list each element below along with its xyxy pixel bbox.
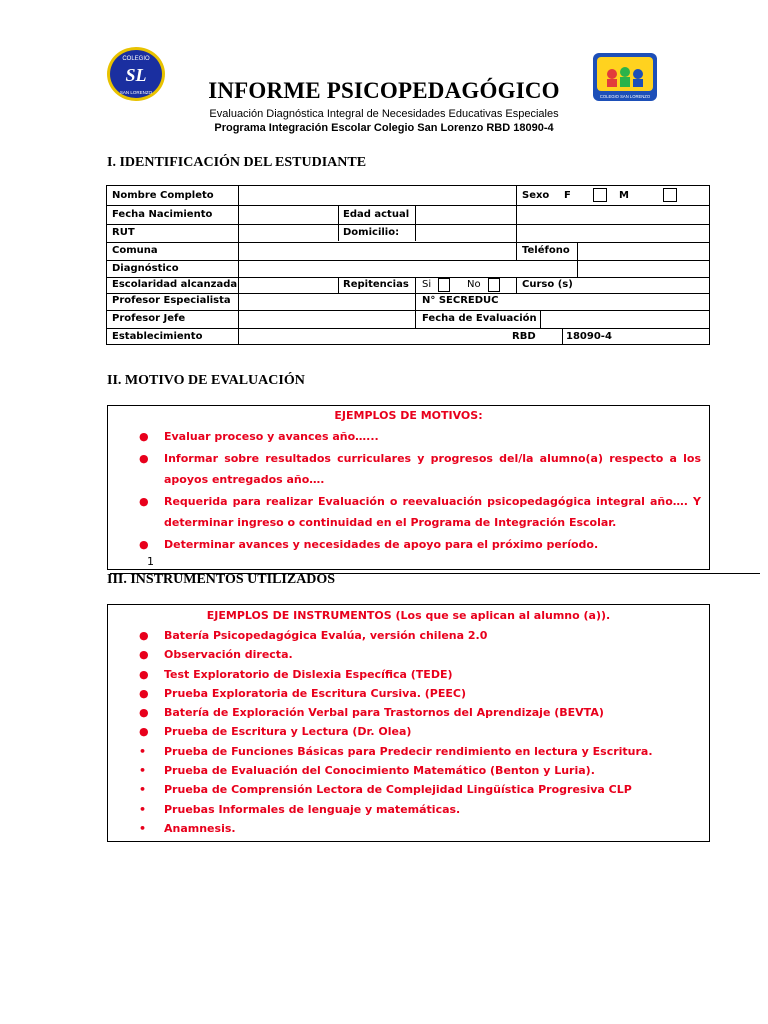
label-curso: Curso (s)	[522, 279, 573, 290]
label-profesor-especialista: Profesor Especialista	[112, 295, 231, 306]
list-item: ● Evaluar proceso y avances año…...	[108, 426, 709, 447]
page-number: 1	[147, 555, 154, 568]
label-domicilio: Domicilio:	[343, 227, 400, 238]
fecha-nacimiento-field[interactable]	[239, 206, 337, 223]
label-establecimiento: Establecimiento	[112, 331, 203, 342]
label-repitencias: Repitencias	[343, 279, 409, 290]
list-item: ● Determinar avances y necesidades de apoyo para el próximo período.	[108, 534, 709, 555]
column-divider	[415, 293, 416, 328]
instrumentos-box-heading: EJEMPLOS DE INSTRUMENTOS (Los que se aplican al alumno (a)).	[206, 609, 611, 622]
diagnostico-field[interactable]	[239, 261, 576, 276]
label-fecha-nacimiento: Fecha Nacimiento	[112, 209, 213, 220]
list-item: ● Observación directa.	[108, 645, 709, 664]
list-item: ● Batería de Exploración Verbal para Trastornos del Aprendizaje (BEVTA)	[108, 703, 709, 722]
motivos-list	[108, 426, 709, 556]
label-secreduc: N° SECREDUC	[422, 295, 499, 306]
label-fecha-evaluacion: Fecha de Evaluación	[422, 313, 537, 324]
crest-top-text: COLEGIO	[122, 56, 150, 62]
section-motivo-heading: II. MOTIVO DE EVALUACIÓN	[107, 373, 305, 388]
bullet-icon: •	[139, 802, 147, 816]
bullet-icon: ●	[139, 430, 149, 443]
label-profesor-jefe: Profesor Jefe	[112, 313, 186, 324]
bullet-icon: •	[139, 783, 147, 797]
motivos-box	[107, 405, 710, 570]
list-item: ● Prueba de Escritura y Lectura (Dr. Olea)	[108, 722, 709, 741]
bullet-icon: •	[139, 744, 147, 758]
bullet-icon: ●	[139, 686, 149, 700]
nombre-field[interactable]	[239, 186, 515, 204]
comuna-field[interactable]	[239, 243, 515, 259]
sexo-f-checkbox[interactable]	[593, 188, 607, 202]
bullet-icon: ●	[139, 667, 149, 681]
column-divider	[415, 277, 416, 294]
report-subtitle: Evaluación Diagnóstica Integral de Necesidades Educativas Especiales	[209, 108, 559, 120]
bullet-icon: ●	[139, 495, 149, 508]
label-rut: RUT	[112, 227, 135, 238]
profesor-jefe-field[interactable]	[239, 311, 414, 327]
escolaridad-field[interactable]	[239, 278, 337, 292]
bullet-icon: •	[139, 821, 147, 835]
label-sexo-f: F	[564, 190, 571, 201]
list-item: • Pruebas Informales de lenguaje y matemáticas.	[108, 800, 709, 819]
row-divider	[107, 224, 709, 225]
label-no: No	[467, 279, 481, 290]
column-divider	[338, 277, 339, 294]
instrumentos-box	[107, 604, 710, 842]
instrumentos-list	[108, 626, 709, 838]
label-si: Si	[422, 279, 432, 290]
label-rbd: RBD	[512, 331, 536, 342]
label-nombre: Nombre Completo	[112, 190, 214, 201]
student-identification-table	[106, 185, 710, 345]
bullet-icon: ●	[139, 452, 149, 465]
list-item: • Prueba de Evaluación del Conocimiento Matemático (Benton y Luria).	[108, 761, 709, 780]
motivos-box-heading: EJEMPLOS DE MOTIVOS:	[334, 409, 483, 422]
repitencias-si-checkbox[interactable]	[438, 278, 450, 292]
edad-actual-field[interactable]	[416, 206, 515, 223]
curso-field[interactable]	[577, 278, 710, 292]
list-item: ● Test Exploratorio de Dislexia Específica (TEDE)	[108, 665, 709, 684]
telefono-field[interactable]	[578, 243, 710, 276]
logo-banner-text: COLEGIO SAN LORENZO	[599, 94, 651, 99]
bullet-icon: ●	[139, 706, 149, 720]
column-divider	[562, 328, 563, 344]
sexo-m-checkbox[interactable]	[663, 188, 677, 202]
list-item: ● Requerida para realizar Evaluación o reevaluación psicopedagógica integral año…. Y determinar ingreso o continuidad en el Programa de Integración Escolar.	[108, 491, 709, 533]
bullet-icon: •	[139, 764, 147, 778]
fecha-evaluacion-field[interactable]	[541, 311, 710, 327]
row-divider	[107, 328, 709, 329]
row-divider	[107, 205, 709, 206]
program-subtitle: Programa Integración Escolar Colegio San Lorenzo RBD 18090-4	[214, 122, 554, 134]
bullet-icon: ●	[139, 725, 149, 739]
label-sexo: Sexo	[522, 190, 550, 201]
label-diagnostico: Diagnóstico	[112, 263, 179, 274]
list-item: • Prueba de Funciones Básicas para Predecir rendimiento en lectura y Escritura.	[108, 742, 709, 761]
rbd-value: 18090-4	[566, 331, 612, 342]
bullet-icon: ●	[139, 538, 149, 551]
list-item: • Anamnesis.	[108, 819, 709, 838]
label-telefono: Teléfono	[522, 245, 570, 256]
crest-bottom-text: SAN LORENZO	[119, 90, 153, 95]
label-escolaridad: Escolaridad alcanzada	[112, 279, 238, 290]
label-edad-actual: Edad actual	[343, 209, 410, 220]
rut-field[interactable]	[239, 225, 337, 241]
list-item: ● Prueba Exploratoria de Escritura Cursiva. (PEEC)	[108, 684, 709, 703]
list-item: • Prueba de Comprensión Lectora de Complejidad Lingüística Progresiva CLP	[108, 780, 709, 799]
list-item: ● Batería Psicopedagógica Evalúa, versión chilena 2.0	[108, 626, 709, 645]
bullet-icon: ●	[139, 648, 149, 662]
list-item: ● Informar sobre resultados curriculares y progresos del/la alumno(a) respecto a los apoyos entregados año….	[108, 448, 709, 490]
bullet-icon: ●	[139, 629, 149, 642]
profesor-especialista-field[interactable]	[239, 294, 414, 309]
column-divider	[338, 205, 339, 241]
report-title: INFORME PSICOPEDAGÓGICO	[208, 78, 560, 103]
repitencias-no-checkbox[interactable]	[488, 278, 500, 292]
section-identification-heading: I. IDENTIFICACIÓN DEL ESTUDIANTE	[107, 155, 367, 170]
column-divider	[516, 277, 517, 294]
label-sexo-m: M	[619, 190, 629, 201]
domicilio-field[interactable]	[416, 225, 515, 241]
column-divider	[516, 186, 517, 260]
label-comuna: Comuna	[112, 245, 158, 256]
crest-initials: SL	[125, 65, 147, 85]
section-instrumentos-heading: III. INSTRUMENTOS UTILIZADOS	[107, 572, 336, 587]
